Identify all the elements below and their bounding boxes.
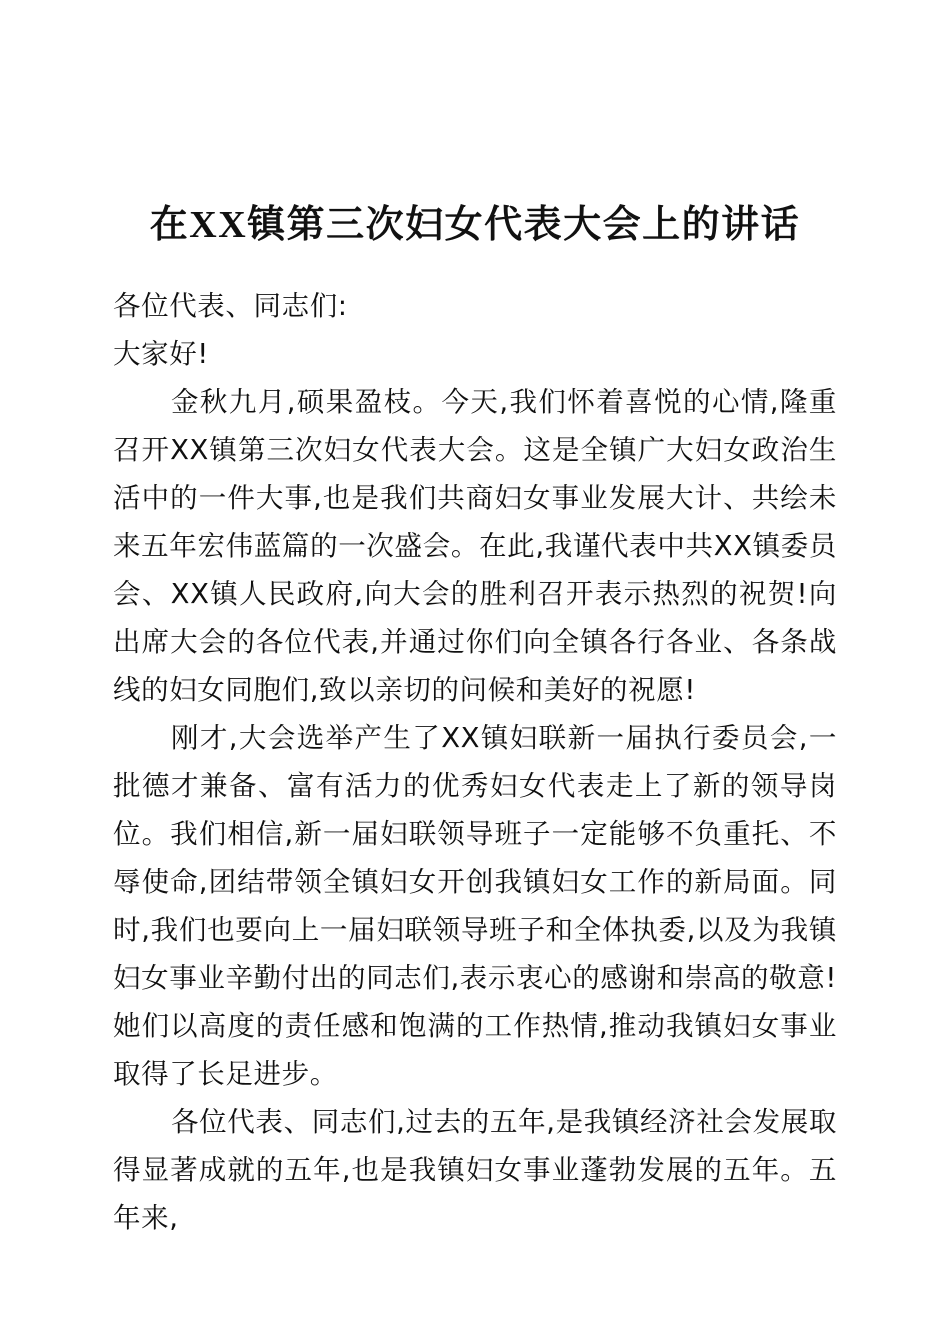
page-title: 在XX镇第三次妇女代表大会上的讲话 [149,204,801,247]
document-body [113,282,837,1242]
paragraph-body-3: 各位代表、同志们,过去的五年,是我镇经济社会发展取得显著成就的五年,也是我镇妇女事业蓬勃发展的五年。五年来, [113,1106,837,1234]
paragraph-body-2: 刚才,大会选举产生了XX镇妇联新一届执行委员会,一批德才兼备、富有活力的优秀妇女代表走上了新的领导岗位。我们相信,新一届妇联领导班子一定能够不负重托、不辱使命,团结带领全镇妇女开创我镇妇女工作的新局面。同时,我们也要向上一届妇联领导班子和全体执委,以及为我镇妇女事业辛勤付出的同志们,表示衷心的感谢和崇高的敬意!她们以高度的责任感和饱满的工作热情,推动我镇妇女事业取得了长足进步。 [113,722,837,1090]
paragraph-greeting: 大家好! [113,338,209,370]
paragraph-body-1: 金秋九月,硕果盈枝。今天,我们怀着喜悦的心情,隆重召开XX镇第三次妇女代表大会。这是全镇广大妇女政治生活中的一件大事,也是我们共商妇女事业发展大计、共绘未来五年宏伟蓝篇的一次盛会。在此,我谨代表中共XX镇委员会、XX镇人民政府,向大会的胜利召开表示热烈的祝贺!向出席大会的各位代表,并通过你们向全镇各行各业、各条战线的妇女同胞们,致以亲切的问候和美好的祝愿! [113,386,837,706]
paragraph-salutation: 各位代表、同志们: [113,290,348,322]
